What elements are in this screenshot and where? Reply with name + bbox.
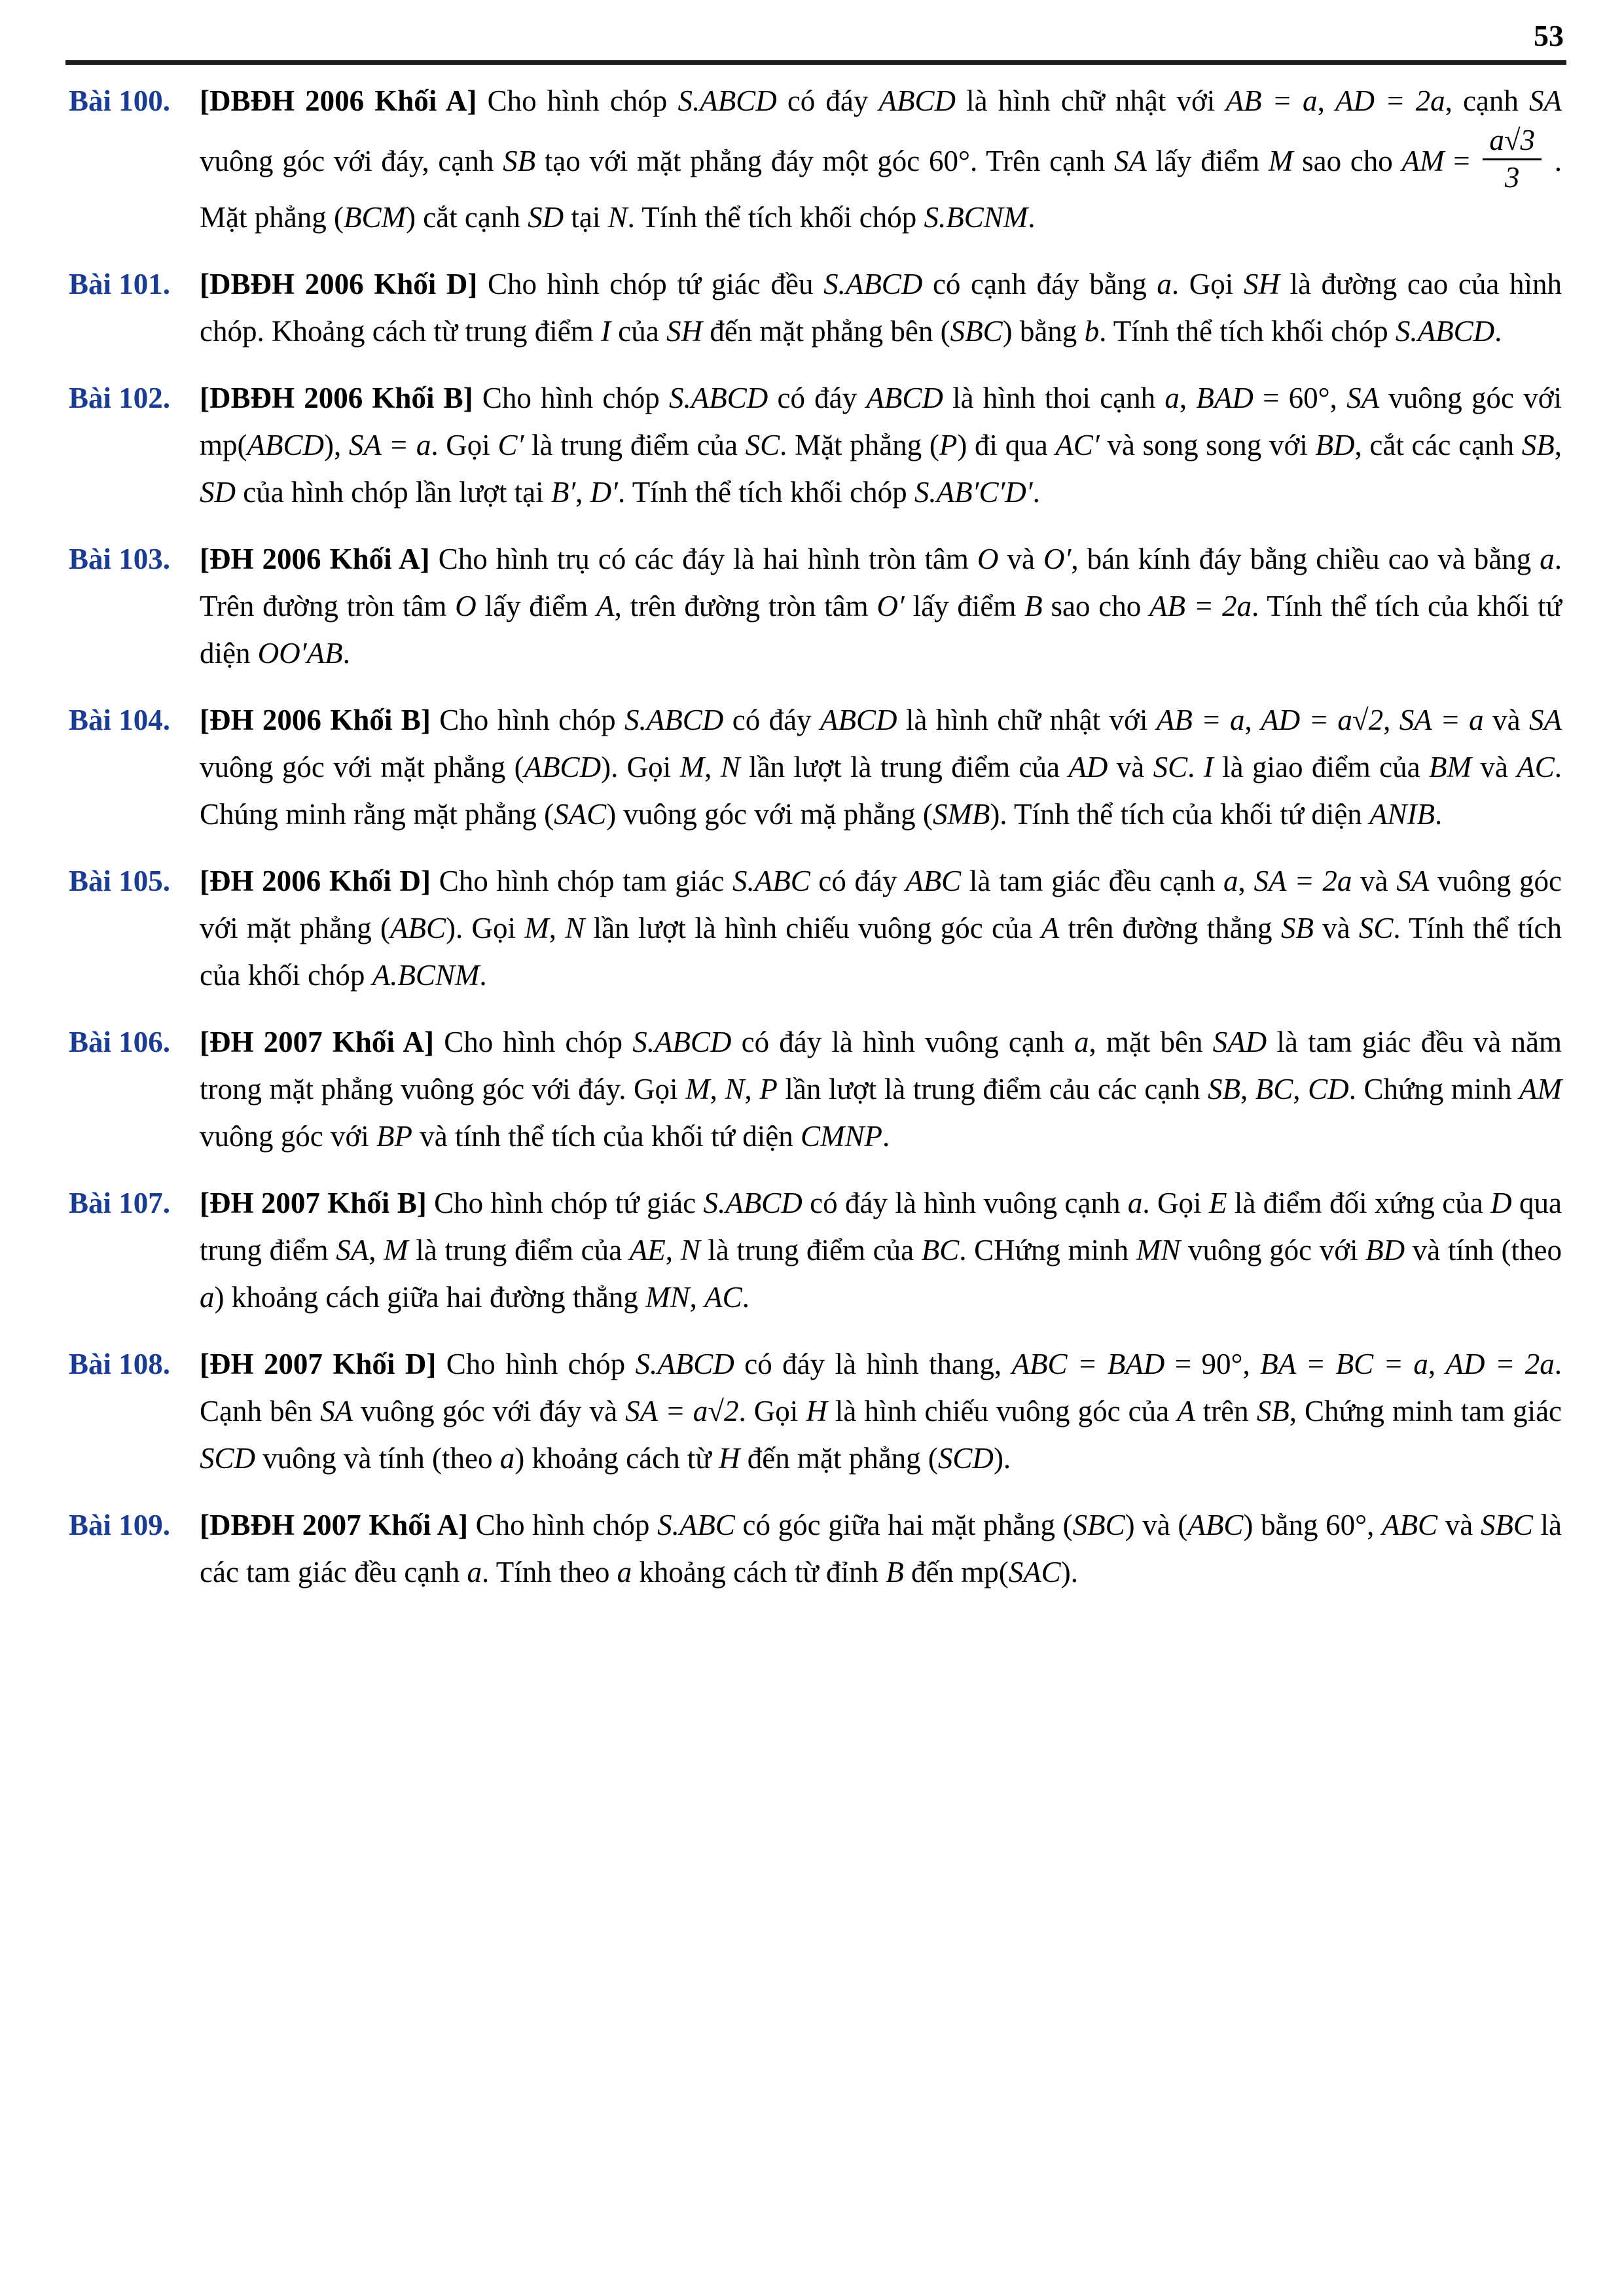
problem-content — [200, 1501, 1562, 1596]
problem-body: Cho hình chóp S.ABCD có đáy là hình thang, ABC = BAD = 90°, BA = BC = a, AD = 2a. Cạnh bên SA vuông góc với đáy và SA = a√2. Gọi H là hình chiếu vuông góc của A trên SB, Chứng minh tam giác SCD vuông và tính (theo a) khoảng cách từ H đến mặt phẳng (SCD). — [200, 1348, 1562, 1475]
problem-label: Bài 105. — [69, 865, 171, 897]
problem-tag: [ĐH 2006 Khối B] — [200, 704, 440, 736]
problem-label: Bài 108. — [69, 1348, 171, 1380]
problem-list — [69, 77, 1562, 1615]
problem-body: Cho hình trụ có các đáy là hai hình tròn tâm O và O′, bán kính đáy bằng chiều cao và bằng a. Trên đường tròn tâm O lấy điểm A, trên đường tròn tâm O′ lấy điểm B sao cho AB = 2a. Tính thể tích của khối tứ diện OO′AB. — [200, 543, 1562, 670]
problem-label: Bài 109. — [69, 1509, 171, 1541]
problem-item — [69, 857, 1562, 999]
problem-tag: [ĐH 2007 Khối D] — [200, 1348, 446, 1380]
problem-tag: [ĐH 2006 Khối A] — [200, 543, 439, 575]
problem-content — [200, 260, 1562, 355]
problem-label: Bài 103. — [69, 543, 171, 575]
problem-body: Cho hình chóp S.ABCD có đáy ABCD là hình chữ nhật với AB = a, AD = 2a, cạnh SA vuông góc với đáy, cạnh SB tạo với mặt phẳng đáy một góc 60°. Trên cạnh SA lấy điểm M sao cho AM = $\frac{a√3}{3}$ . Mặt phẳng (BCM) cắt cạnh SD tại N. Tính thể tích khối chóp S.BCNM. — [200, 84, 1562, 234]
problem-content — [200, 1340, 1562, 1482]
problem-tag: [ĐH 2007 Khối B] — [200, 1187, 435, 1219]
problem-label: Bài 104. — [69, 704, 171, 736]
problem-tag: [DBĐH 2007 Khối A] — [200, 1509, 476, 1541]
problem-content — [200, 77, 1562, 241]
problem-label: Bài 102. — [69, 382, 171, 414]
problem-body: Cho hình chóp tứ giác S.ABCD có đáy là hình vuông cạnh a. Gọi E là điểm đối xứng của D qua trung điểm SA, M là trung điểm của AE, N là trung điểm của BC. CHứng minh MN vuông góc với BD và tính (theo a) khoảng cách giữa hai đường thẳng MN, AC. — [200, 1187, 1562, 1314]
problem-body: Cho hình chóp tứ giác đều S.ABCD có cạnh đáy bằng a. Gọi SH là đường cao của hình chóp. Khoảng cách từ trung điểm I của SH đến mặt phẳng bên (SBC) bằng b. Tính thể tích khối chóp S.ABCD. — [200, 268, 1562, 348]
problem-body: Cho hình chóp tam giác S.ABC có đáy ABC là tam giác đều cạnh a, SA = 2a và SA vuông góc với mặt phẳng (ABC). Gọi M, N lần lượt là hình chiếu vuông góc của A trên đường thẳng SB và SC. Tính thể tích của khối chóp A.BCNM. — [200, 865, 1562, 992]
problem-item — [69, 535, 1562, 677]
problem-tag: [ĐH 2006 Khối D] — [200, 865, 439, 897]
page-number: 53 — [1534, 19, 1564, 52]
problem-content — [200, 374, 1562, 516]
problem-tag: [ĐH 2007 Khối A] — [200, 1026, 444, 1058]
problem-content — [200, 1018, 1562, 1160]
problem-label: Bài 107. — [69, 1187, 171, 1219]
problem-item — [69, 1340, 1562, 1482]
problem-label: Bài 101. — [69, 268, 171, 300]
problem-body: Cho hình chóp S.ABCD có đáy ABCD là hình thoi cạnh a, BAD = 60°, SA vuông góc với mp(ABCD), SA = a. Gọi C′ là trung điểm của SC. Mặt phẳng (P) đi qua AC′ và song song với BD, cắt các cạnh SB, SD của hình chóp lần lượt tại B′, D′. Tính thể tích khối chóp S.AB′C′D′. — [200, 382, 1562, 509]
problem-tag: [DBĐH 2006 Khối B] — [200, 382, 482, 414]
problem-item — [69, 1179, 1562, 1321]
problem-body: Cho hình chóp S.ABCD có đáy là hình vuông cạnh a, mặt bên SAD là tam giác đều và năm trong mặt phẳng vuông góc với đáy. Gọi M, N, P lần lượt là trung điểm cảu các cạnh SB, BC, CD. Chứng minh AM vuông góc với BP và tính thể tích của khối tứ diện CMNP. — [200, 1026, 1562, 1153]
problem-content — [200, 535, 1562, 677]
problem-item — [69, 260, 1562, 355]
problem-item — [69, 77, 1562, 241]
problem-item — [69, 374, 1562, 516]
problem-body: Cho hình chóp S.ABCD có đáy ABCD là hình chữ nhật với AB = a, AD = a√2, SA = a và SA vuông góc với mặt phẳng (ABCD). Gọi M, N lần lượt là trung điểm của AD và SC. I là giao điểm của BM và AC. Chúng minh rằng mặt phẳng (SAC) vuông góc với mặ phẳng (SMB). Tính thể tích của khối tứ diện ANIB. — [200, 704, 1562, 831]
header-rule — [65, 60, 1566, 65]
problem-content — [200, 1179, 1562, 1321]
fraction: $\frac{a√3}{3}$ — [1483, 124, 1542, 194]
problem-tag: [DBĐH 2006 Khối A] — [200, 84, 488, 117]
problem-label: Bài 106. — [69, 1026, 171, 1058]
problem-content — [200, 696, 1562, 838]
problem-label: Bài 100. — [69, 84, 171, 117]
problem-item — [69, 696, 1562, 838]
problem-content — [200, 857, 1562, 999]
problem-body: Cho hình chóp S.ABC có góc giữa hai mặt phẳng (SBC) và (ABC) bằng 60°, ABC và SBC là các tam giác đều cạnh a. Tính theo a khoảng cách từ đỉnh B đến mp(SAC). — [200, 1509, 1562, 1588]
problem-item — [69, 1018, 1562, 1160]
problem-tag: [DBĐH 2006 Khối D] — [200, 268, 488, 300]
problem-item — [69, 1501, 1562, 1596]
